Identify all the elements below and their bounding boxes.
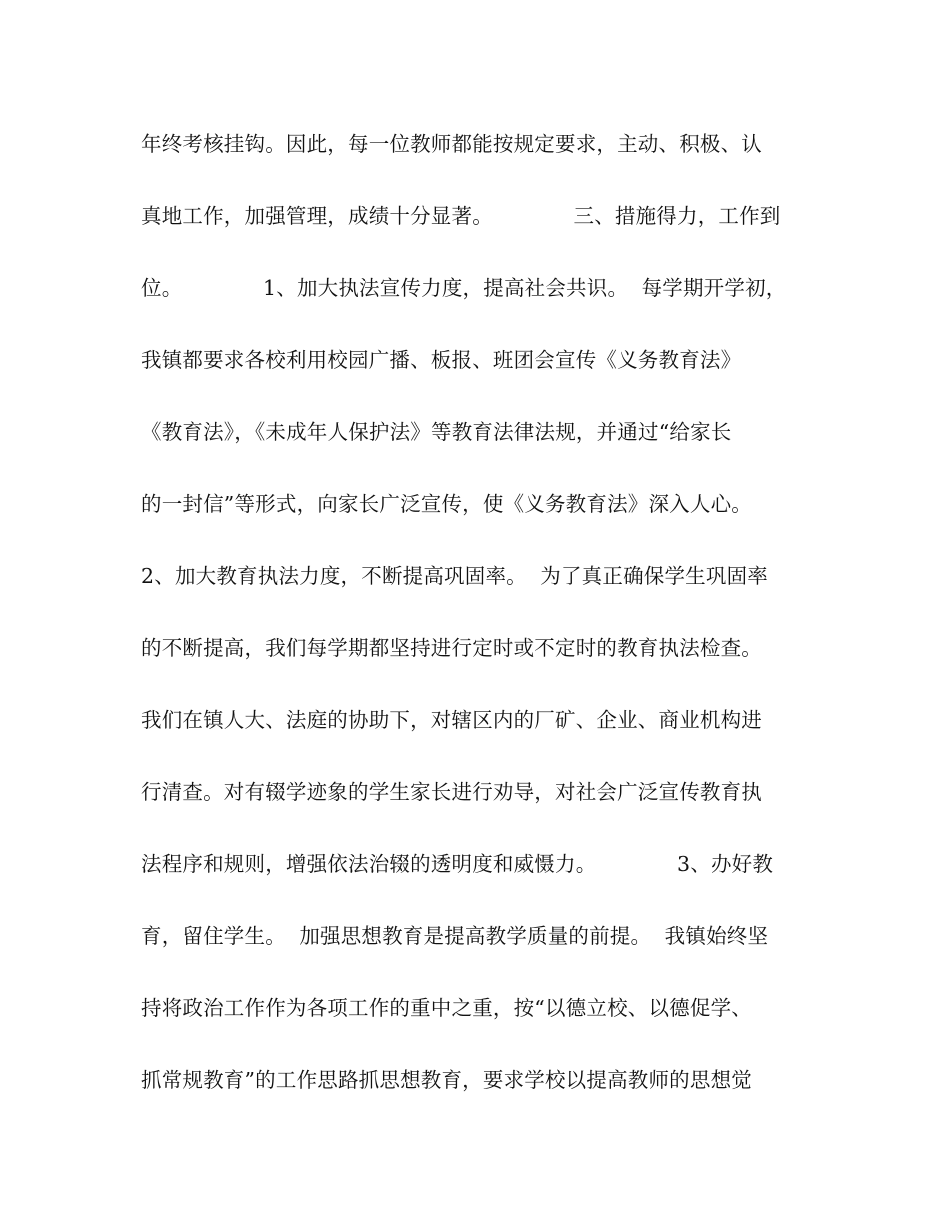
- text-line: 的一封信”等形式，向家长广泛宣传，使《义务教育法》深入人心。: [141, 492, 752, 516]
- text-line: 年终考核挂钩。因此，每一位教师都能按规定要求，主动、积极、认: [141, 132, 762, 156]
- text-line: 位。 1、加大执法宣传力度，提高社会共识。 每学期开学初，: [141, 276, 787, 300]
- text-line: 真地工作，加强管理，成绩十分显著。 三、措施得力，工作到: [141, 204, 781, 228]
- text-line: 抓常规教育”的工作思路抓思想教育，要求学校以提高教师的思想觉: [141, 1068, 752, 1092]
- text-line: 我镇都要求各校利用校园广播、板报、班团会宣传《义务教育法》: [141, 348, 742, 372]
- text-line: 法程序和规则，增强依法治辍的透明度和威慑力。 3、办好教: [141, 852, 774, 876]
- text-line: 2、加大教育执法力度，不断提高巩固率。 为了真正确保学生巩固率: [141, 564, 768, 588]
- text-line: 持将政治工作作为各项工作的重中之重，按“以德立校、以德促学、: [141, 996, 752, 1020]
- text-line: 《教育法》，《未成年人保护法》等教育法律法规，并通过“给家长: [141, 420, 732, 444]
- text-line: 育，留住学生。 加强思想教育是提高教学质量的前提。 我镇始终坚: [141, 924, 769, 948]
- text-line: 的不断提高，我们每学期都坚持进行定时或不定时的教育执法检查。: [141, 636, 762, 660]
- text-line: 行清查。对有辍学迹象的学生家长进行劝导，对社会广泛宣传教育执: [141, 780, 762, 804]
- text-line: 我们在镇人大、法庭的协助下，对辖区内的厂矿、企业、商业机构进: [141, 708, 762, 732]
- body-text: [141, 122, 811, 1130]
